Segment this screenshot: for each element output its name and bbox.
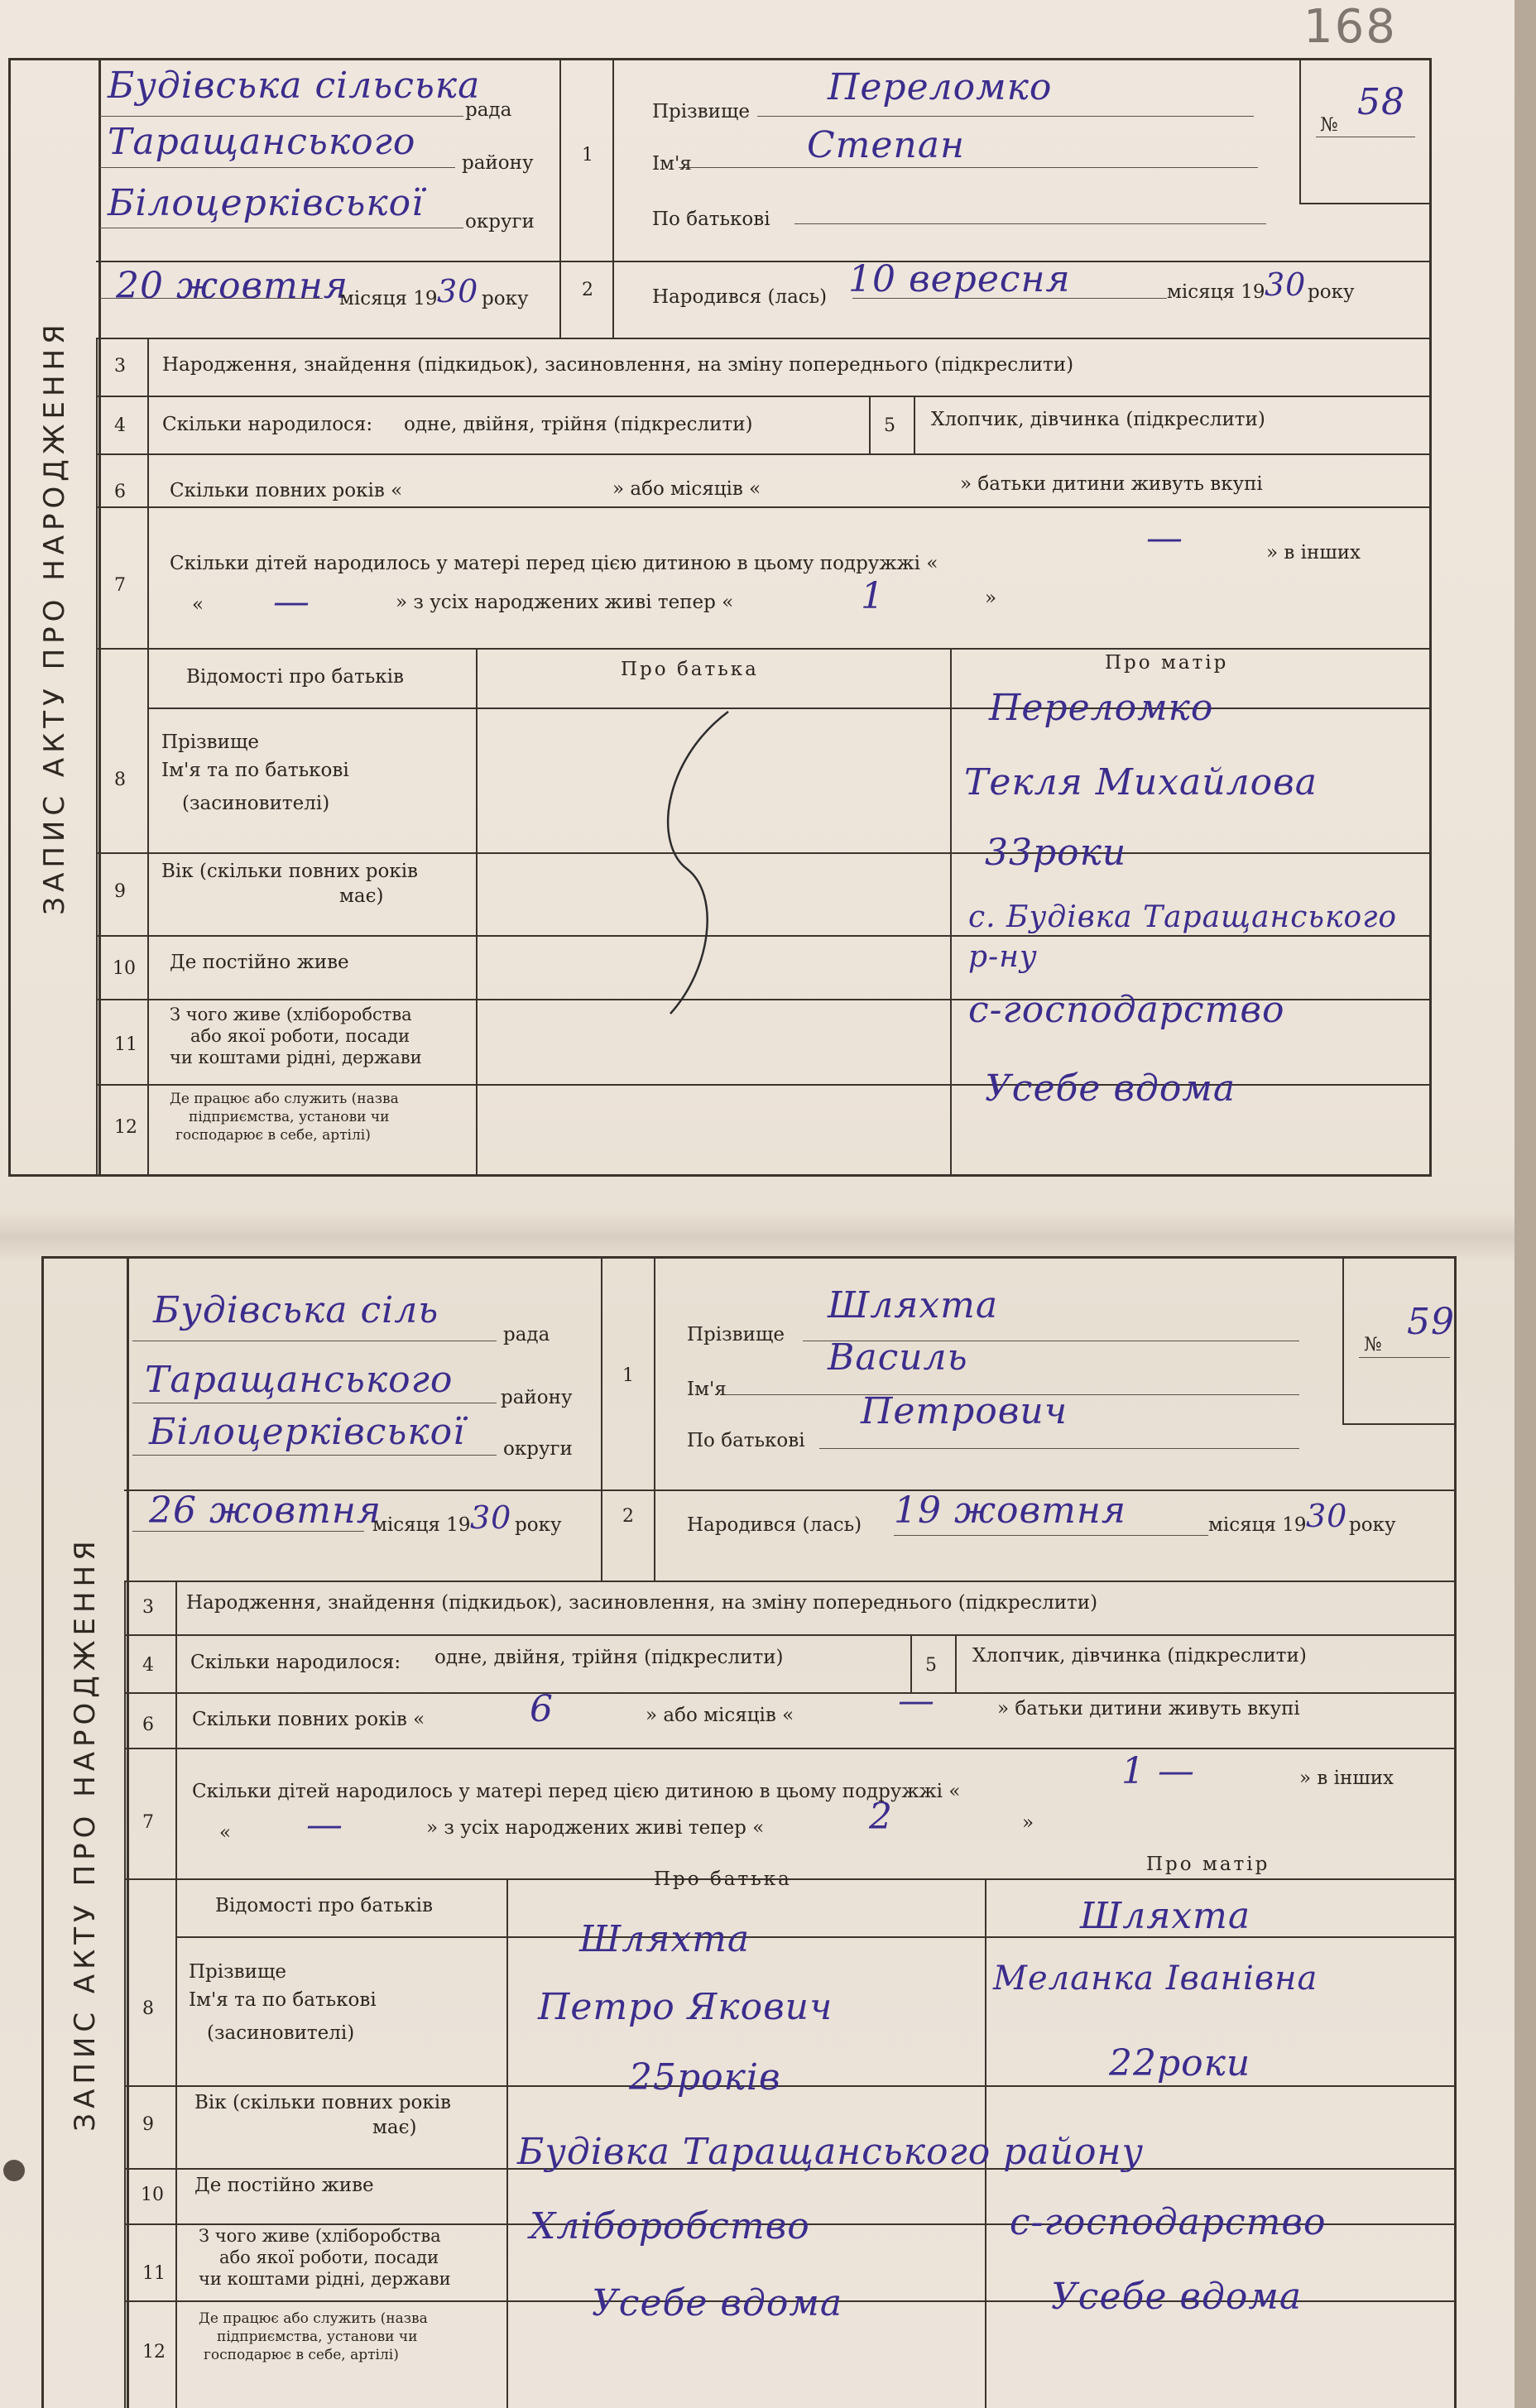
row-children-b: » в інших [1299, 1768, 1394, 1789]
birth-year: 30 [1265, 266, 1307, 303]
roku-label: року [1308, 281, 1355, 303]
row8-line2: Ім'я та по батькові [161, 760, 349, 781]
child-name: Степан [807, 124, 965, 166]
roku-label: року [515, 1514, 562, 1536]
birth-date: 19 жовтня [894, 1489, 1126, 1532]
together-years: 6 [530, 1688, 554, 1730]
row11-line1: З чого живе (хліборобства [170, 1005, 412, 1024]
row-number: 1 [582, 145, 593, 165]
row-children-a: Скільки дітей народилось у матері перед цією дитиною в цьому подружжі « [170, 553, 938, 574]
row8-line1: Прізвище [161, 732, 259, 753]
row-number: 3 [142, 1597, 154, 1618]
row-count-options: одне, двійня, трійня (підкреслити) [404, 414, 753, 435]
birth-date: 10 вересня [848, 258, 1071, 300]
mother-workplace: Усебе вдома [1051, 2276, 1303, 2318]
row12-line3: господарює в себе, артілі) [175, 1127, 371, 1144]
mother-header: Про матір [1146, 1854, 1270, 1875]
father-age: 25років [629, 2056, 781, 2099]
row-children-d: » з усіх народжених живі тепер « [426, 1817, 765, 1839]
row-together-c: » батьки дитини живуть вкупі [960, 473, 1263, 495]
row-together-c: » батьки дитини живуть вкупі [997, 1698, 1300, 1720]
row-number: 9 [114, 881, 126, 902]
father-header: Про батька [621, 659, 759, 680]
registration-year: 30 [470, 1499, 512, 1536]
row-children-a: Скільки дітей народилось у матері перед цією дитиною в цьому подружжі « [192, 1781, 961, 1802]
row9-line1: Вік (скільки повних років [161, 861, 418, 882]
row-number: 6 [114, 482, 126, 502]
row-number: 10 [113, 958, 136, 979]
row12-line2: підприємства, установи чи [189, 1109, 390, 1125]
father-occupation: Хліборобство [530, 2205, 810, 2247]
registration-year: 30 [437, 273, 479, 309]
record-sidebar [11, 60, 101, 1174]
row-number: 9 [142, 2114, 154, 2135]
row-children-c: « [192, 594, 204, 616]
row-number: 1 [622, 1365, 634, 1386]
row-number: 4 [142, 1655, 154, 1676]
row-together-b: » або місяців « [646, 1705, 794, 1726]
mother-name: Текля Михайлова [964, 761, 1318, 803]
record-number: 58 [1357, 81, 1405, 123]
row-number: 3 [114, 356, 126, 377]
rada-value: Будівська сільська [108, 65, 481, 107]
row-event-type: Народження, знайдення (підкидьок), засиновлення, на зміну попереднього (підкреслити) [186, 1592, 1098, 1614]
child-surname: Переломко [828, 66, 1053, 108]
row-number: 8 [114, 770, 126, 790]
mother-occupation: с-господарство [1010, 2201, 1327, 2243]
rada-value: Будівська сіль [153, 1289, 439, 1331]
father-surname: Шляхта [579, 1918, 751, 1960]
row-number: 4 [114, 415, 126, 436]
father-header: Про батька [654, 1868, 792, 1890]
record-number: 59 [1407, 1301, 1455, 1343]
registration-day: 20 жовтня [116, 265, 348, 307]
parents-header: Відомості про батьків [215, 1895, 433, 1916]
row9-line1: Вік (скільки повних років [194, 2092, 451, 2113]
row-number: 11 [142, 2263, 166, 2284]
rayon-label: району [462, 152, 534, 174]
row8-line3: (засиновителі) [207, 2022, 355, 2044]
born-label: Народився (лась) [687, 1514, 862, 1536]
row-number: 2 [582, 280, 593, 300]
father-name: Петро Якович [538, 1986, 833, 2028]
row11-line2: або якої роботи, посади [219, 2247, 439, 2267]
row11-line3: чи коштами рідні, держави [170, 1048, 422, 1067]
okruha-value: Білоцерківської [149, 1411, 466, 1453]
row-children-e: » [985, 588, 997, 609]
row-together-a: Скільки повних років « [192, 1709, 425, 1730]
parents-header: Відомості про батьків [186, 666, 404, 688]
father-residence: Будівка Таращанського району [517, 2131, 1144, 2173]
row-number: 11 [114, 1034, 137, 1055]
row-together-b: » або місяців « [612, 478, 761, 500]
children-this-marriage: — [1146, 517, 1183, 559]
number-sign: № [1364, 1334, 1382, 1355]
row-count-label: Скільки народилося: [190, 1652, 401, 1673]
mother-surname: Шляхта [1080, 1895, 1251, 1937]
mother-residence: с. Будівка Таращанського р-ну [968, 900, 1398, 974]
row8-line1: Прізвище [189, 1961, 286, 1983]
registration-month-year-label: місяця 19 [339, 288, 438, 309]
patronymic-label: По батькові [687, 1430, 805, 1451]
row-sex: Хлопчик, дівчинка (підкреслити) [972, 1645, 1307, 1667]
name-label: Ім'я [687, 1379, 727, 1400]
roku-label: року [482, 288, 529, 309]
okruha-label: округи [465, 211, 535, 233]
row12-line2: підприємства, установи чи [217, 2329, 418, 2345]
child-name: Василь [828, 1336, 968, 1379]
row9-line2: має) [339, 885, 384, 907]
row11-line1: З чого живе (хліборобства [199, 2226, 441, 2246]
rada-label: рада [465, 99, 512, 121]
record-title: ЗАПИС АКТУ ПРО НАРОДЖЕННЯ [69, 1535, 102, 2132]
row-number: 7 [114, 575, 126, 596]
birth-record-2 [0, 1241, 1536, 2408]
father-workplace: Усебе вдома [592, 2282, 843, 2324]
birth-year: 30 [1306, 1498, 1348, 1534]
child-surname: Шляхта [828, 1284, 999, 1326]
row-number: 2 [622, 1506, 634, 1527]
row-number: 6 [142, 1715, 154, 1735]
father-blank-brace [629, 695, 745, 1026]
children-other: — [273, 581, 310, 623]
number-sign: № [1320, 114, 1338, 136]
row-sex: Хлопчик, дівчинка (підкреслити) [931, 409, 1265, 430]
surname-label: Прізвище [652, 101, 750, 122]
children-alive: 2 [869, 1796, 893, 1838]
row12-line3: господарює в себе, артілі) [204, 2347, 399, 2363]
row-children-c: « [219, 1822, 232, 1844]
mother-age: 22роки [1109, 2042, 1251, 2084]
row-number: 5 [925, 1655, 937, 1676]
row-number: 7 [142, 1812, 154, 1833]
rayon-value: Таращанського [108, 121, 416, 163]
mother-surname: Переломко [989, 687, 1214, 729]
row-count-options: одне, двійня, трійня (підкреслити) [434, 1647, 784, 1668]
surname-label: Прізвище [687, 1324, 785, 1346]
rayon-label: району [501, 1387, 573, 1408]
row-number: 10 [141, 2185, 164, 2205]
row11-line3: чи коштами рідні, держави [199, 2269, 451, 2289]
row8-line2: Ім'я та по батькові [189, 1989, 377, 2011]
row10-label: Де постійно живе [194, 2175, 374, 2196]
rayon-value: Таращанського [145, 1359, 454, 1401]
mother-workplace: Усебе вдома [985, 1067, 1236, 1110]
children-this-marriage: 1 — [1121, 1750, 1195, 1792]
record-sidebar [44, 1259, 129, 2408]
row12-line1: Де працює або служить (назва [170, 1091, 399, 1107]
row12-line1: Де працює або служить (назва [199, 2310, 428, 2327]
okruha-value: Білоцерківської [108, 182, 425, 224]
row8-line3: (засиновителі) [182, 793, 330, 814]
row-children-b: » в інших [1266, 542, 1361, 564]
row9-line2: має) [372, 2117, 417, 2138]
children-alive: 1 [861, 575, 885, 617]
rada-label: рада [503, 1324, 550, 1346]
row11-line2: або якої роботи, посади [190, 1026, 410, 1046]
patronymic-label: По батькові [652, 209, 770, 230]
row-together-a: Скільки повних років « [170, 480, 403, 501]
row-event-type: Народження, знайдення (підкидьок), засиновлення, на зміну попереднього (підкреслити) [162, 354, 1074, 376]
mother-occupation: с-господарство [968, 989, 1285, 1031]
row-number: 12 [114, 1117, 137, 1138]
together-months: — [898, 1680, 935, 1722]
birth-month-year-label: місяця 19 [1167, 281, 1265, 303]
row-count-label: Скільки народилося: [162, 414, 373, 435]
mother-age: 33роки [985, 832, 1127, 874]
mother-name: Меланка Іванівна [993, 1959, 1318, 1998]
mother-header: Про матір [1105, 652, 1229, 674]
row-children-e: » [1022, 1812, 1034, 1834]
roku-label: року [1349, 1514, 1396, 1536]
children-other: — [306, 1804, 343, 1846]
record-title: ЗАПИС АКТУ ПРО НАРОДЖЕННЯ [38, 319, 71, 915]
row10-label: Де постійно живе [170, 952, 349, 973]
child-patronymic: Петрович [861, 1390, 1068, 1432]
row-children-d: » з усіх народжених живі тепер « [396, 592, 734, 613]
okruha-label: округи [503, 1438, 573, 1460]
name-label: Ім'я [652, 153, 692, 175]
registration-day: 26 жовтня [149, 1489, 382, 1532]
page-number: 168 [1303, 0, 1397, 54]
born-label: Народився (лась) [652, 286, 828, 308]
row-number: 5 [884, 415, 895, 436]
registration-month-year-label: місяця 19 [372, 1514, 471, 1536]
row-number: 8 [142, 1998, 154, 2019]
birth-month-year-label: місяця 19 [1208, 1514, 1307, 1536]
row-number: 12 [142, 2342, 166, 2362]
